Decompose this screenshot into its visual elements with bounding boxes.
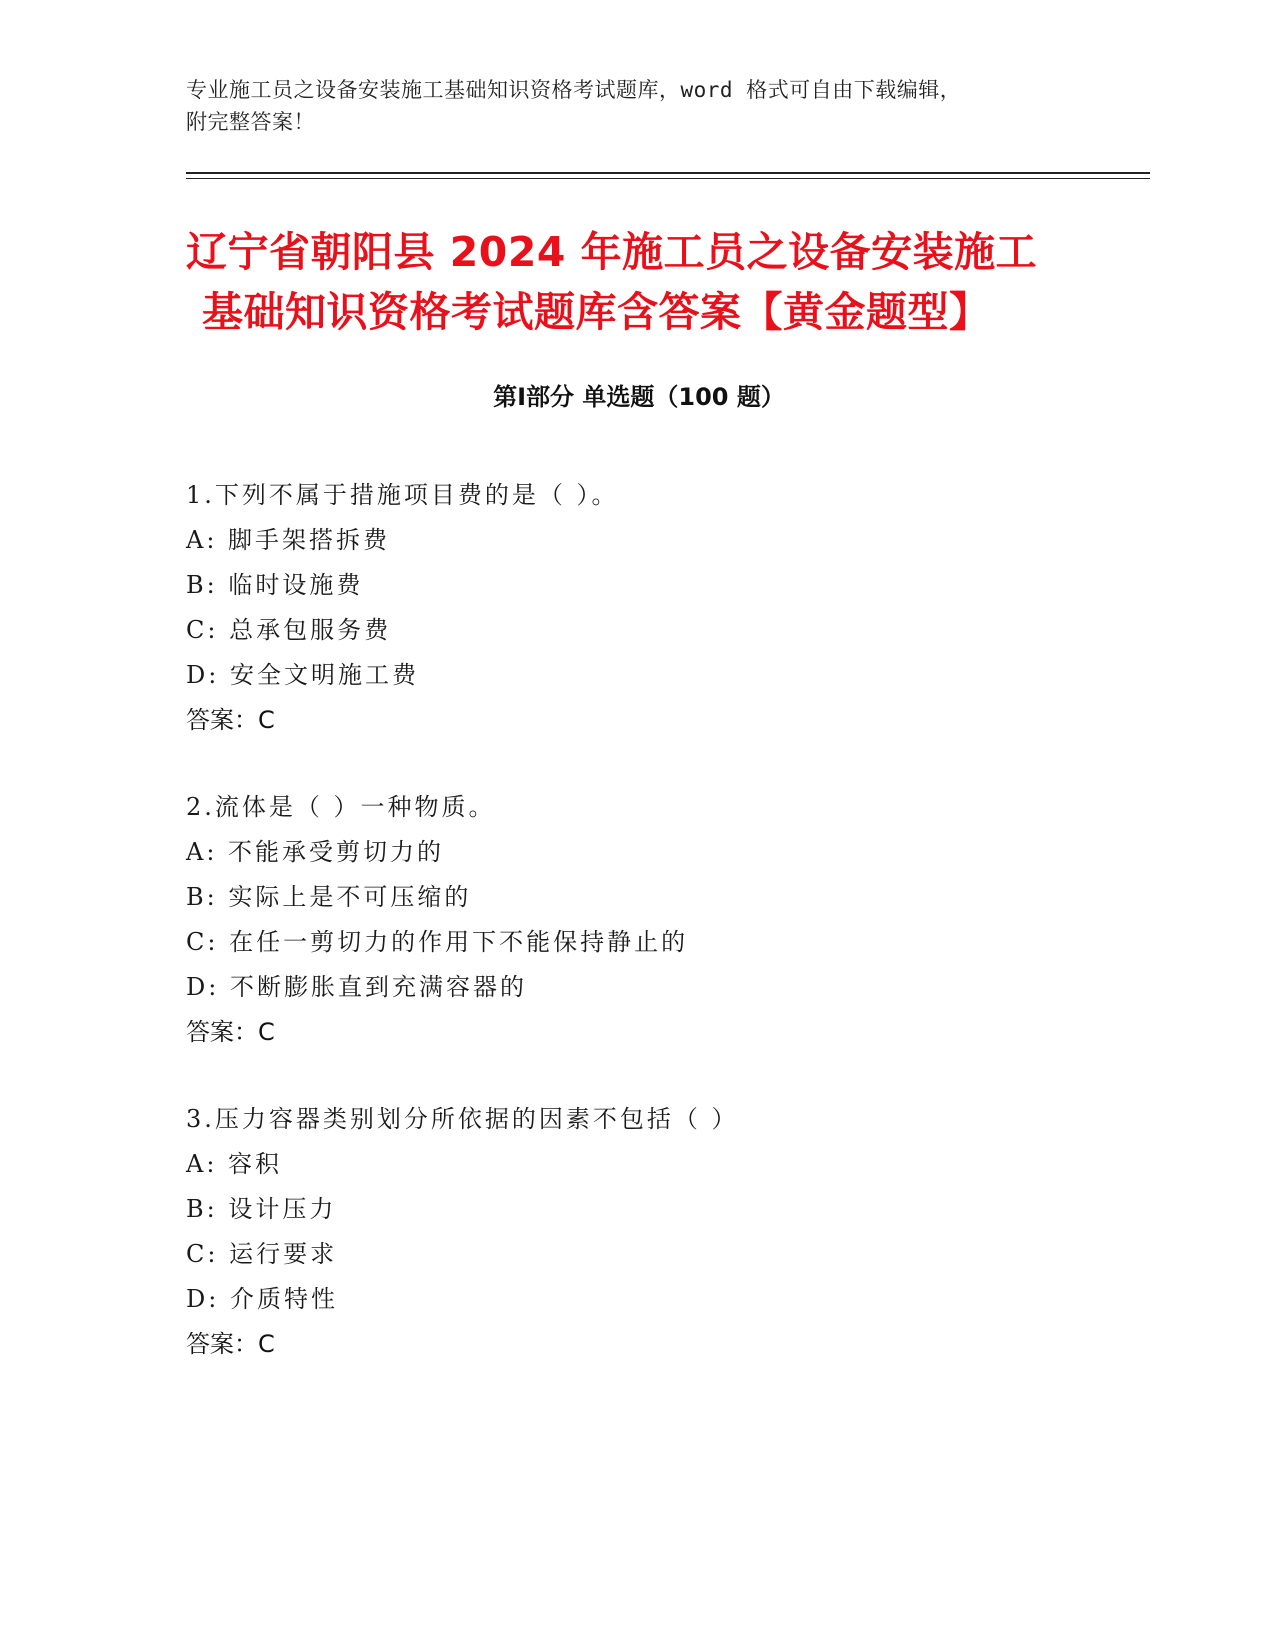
option-d: D: 不断膨胀直到充满容器的 xyxy=(186,973,527,1001)
document-title-line-2: 基础知识资格考试题库含答案【黄金题型】 xyxy=(202,288,991,336)
header-note xyxy=(186,74,1086,138)
question-2 xyxy=(186,785,1150,1055)
header-divider-thick xyxy=(186,172,1150,174)
option-c: C: 总承包服务费 xyxy=(186,616,392,644)
question-stem: 3.压力容器类别划分所依据的因素不包括（ ） xyxy=(186,1105,739,1133)
option-c: C: 运行要求 xyxy=(186,1240,338,1268)
option-a: A: 不能承受剪切力的 xyxy=(186,838,445,866)
header-note-line-1: 专业施工员之设备安装施工基础知识资格考试题库，word 格式可自由下载编辑， xyxy=(186,78,962,102)
question-3 xyxy=(186,1097,1150,1367)
option-d: D: 安全文明施工费 xyxy=(186,661,419,689)
header-divider-thin xyxy=(186,178,1150,179)
question-1 xyxy=(186,473,1150,743)
option-c: C: 在任一剪切力的作用下不能保持静止的 xyxy=(186,928,689,956)
document-title xyxy=(186,222,1150,342)
question-list xyxy=(186,473,1150,1409)
header-note-line-2: 附完整答案！ xyxy=(186,110,315,134)
option-b: B: 设计压力 xyxy=(186,1195,337,1223)
question-stem: 1.下列不属于措施项目费的是（ ）。 xyxy=(186,481,619,509)
section-title: 第Ⅰ部分 单选题（100 题） xyxy=(493,383,785,411)
question-stem: 2.流体是（ ）一种物质。 xyxy=(186,793,496,821)
document-page xyxy=(186,0,1150,1650)
option-b: B: 临时设施费 xyxy=(186,571,364,599)
answer: 答案：C xyxy=(186,706,275,734)
option-a: A: 脚手架搭拆费 xyxy=(186,526,391,554)
document-title-line-1: 辽宁省朝阳县 2024 年施工员之设备安装施工 xyxy=(186,228,1038,276)
option-a: A: 容积 xyxy=(186,1150,283,1178)
answer: 答案：C xyxy=(186,1330,275,1358)
answer: 答案：C xyxy=(186,1018,275,1046)
option-d: D: 介质特性 xyxy=(186,1285,338,1313)
option-b: B: 实际上是不可压缩的 xyxy=(186,883,472,911)
